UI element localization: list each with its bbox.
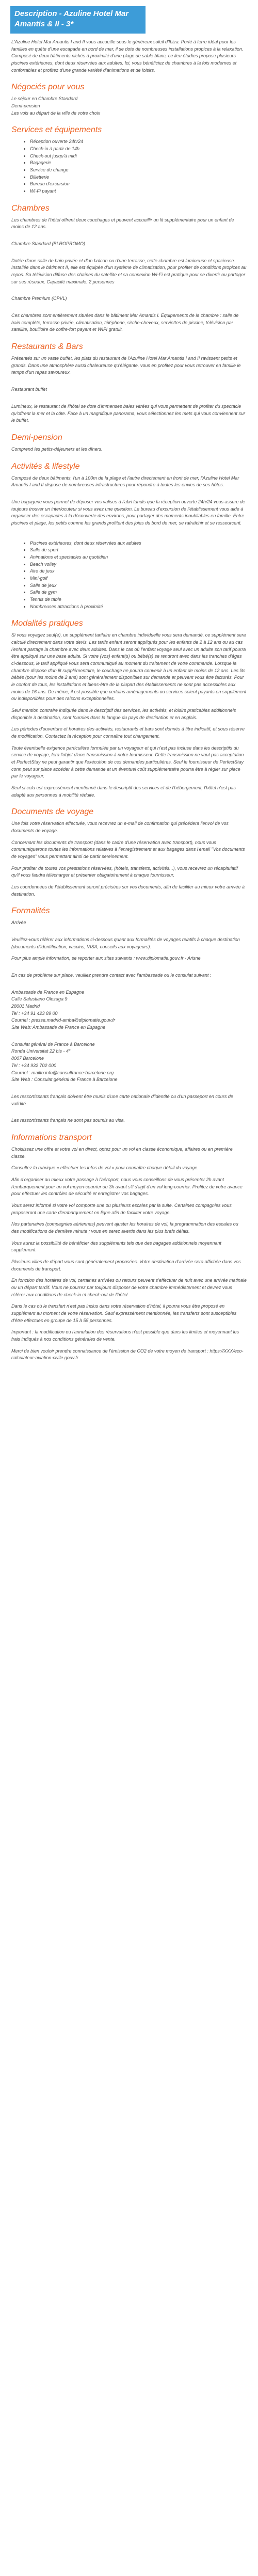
list-item: • Piscines extérieures, dont deux réservées aux adultes: [30, 540, 247, 547]
main-content: [0, 34, 258, 1362]
list-item: • Réception ouverte 24h/24: [30, 138, 247, 146]
chambres-paragraph: Dotée d'une salle de bain privée et d'un balcon ou d'une terrasse, cette chambre est lumineuse et spacieuse. Installée dans le bâtiment II, elle est équipée d'un système de climatisation, pour profiter de conditions propices au repos. Sa télévision diffuse des chaînes du satellite et sa connexion Wi-Fi est pratique pour se divertir ou partager sur ses réseaux. Capacité maximale: 2 personnes: [11, 258, 247, 284]
informations-paragraph: Afin d'organiser au mieux votre passage à l'aéroport, nous vous conseillons de vous présenter 2h avant l'embarquement pour un vol moyen-courrier ou 3h avant s'il s'agit d'un vol long-courrier. Profitez de votre avance pour effectuer les contrôles de sécurité et enregistrer vos bagages.: [11, 1176, 243, 1197]
co2-link[interactable]: Merci de bien vouloir prendre connaissance de l'émission de CO2 de votre moyen de transport : https://XXX/eco-calculateur-aviation-civile.gouv.fr: [11, 1348, 244, 1361]
list-item: • Aire de jeux: [30, 568, 247, 575]
section-title-chambres: Chambres: [11, 203, 50, 213]
modalites-paragraph: Toute éventuelle exigence particulière formulée par un voyageur et qui n'est pas incluse dans les descriptifs du service de voyage, fera l'objet d'une transmission à notre fournisseur. Cette transmission ne vaut pas acceptation et PerfectStay ne peut garantir que l'exécution de ces demandes particulières. Seul le fournisseur de PerfectStay conn peut sur place accéder à cette demande et un éventuel coût supplémentaire pourra être à régler sur place par le voyageur.: [11, 745, 244, 779]
formalites-paragraph: En cas de problème sur place, veuillez prendre contact avec l'ambassade ou le consulat suivant :: [11, 973, 212, 978]
consulate-address: Consulat général de France à Barcelone Ronda Universitat 22 bis - 4° 8007 Barcelone Tel : +34 932 702 000 Courriel : mailto:info@consulfrance-barcelone.org Site Web : Consulat général de France à Barcelone: [11, 1041, 118, 1083]
embassy-address: Ambassade de France en Espagne Calle Salustiano Olozaga 9 28001 Madrid Tel : +34 91 423 89 00 Courriel : presse.madrid-amba@diplomatie.gouv.fr Site Web: Ambassade de France en Espagne: [11, 989, 116, 1030]
list-item: • Animations et spectacles au quotidien: [30, 554, 247, 561]
formalites-paragraph: Les ressortissants français doivent être munis d'une carte nationale d'identité ou d'un passeport en cours de validité.: [11, 1093, 233, 1106]
modalites-paragraph: Si vous voyagez seul(e), un supplément tarifaire en chambre individuelle vous sera demandé, ce supplément sera calculé directement dans votre devis. Les tarifs enfant seront appliqués pour les enfants de 2 à 12 ans ou au cas l'enfant partage la chambre avec deux adultes. Dans le cas où l'enfant voyage seul avec un adulte son tarif pourra être appliqué sur une base adulte. Si votre (vos) enfant(s) ou bébé(s) se rendront avec dans les tranches d'âges ci-dessous, le tarif appliqué vous sera communiqué au moment du traitement de votre commande. Lorsque la chambre dispose d'un lit supplémentaire, le couchage ne pourra convenir à un enfant de moins de 12 ans. Les lits bébés (pour les moins de 2 ans) sont généralement disponibles sur demande et peuvent vous être facturés. Pour le confort de tous, les installations et biens-être de la plupart des établissements ne sont pas accessibles aux moins de 16 ans. De même, il est possible que certains aménagements ou services soient payants en supplément ou indisponibles pour des raisons exceptionnelles.: [11, 632, 247, 702]
documents-paragraph: Les coordonnées de l'établissement seront précisées sur vos documents, afin de faciliter au mieux votre arrivée à destination.: [11, 884, 245, 897]
activites-list: [11, 540, 247, 611]
documents-paragraph: Pour profiter de toutes vos prestations réservées, (hôtels, transferts, activités...), vous recevrez un récapitulatif qu'il vous faudra télécharger et présenter obligatoirement à chaque fournisseur.: [11, 865, 238, 878]
list-item: • Beach volley: [30, 561, 247, 568]
restaurants-paragraph: Restaurant buffet: [11, 387, 47, 392]
modalites-paragraph: Seul mention contraire indiquée dans le descriptif des services, les activités, et loisirs praticables additionnels disponible à destination, sont fournies dans la langue du pays de destination et en anglais.: [11, 707, 236, 720]
list-item: • Salle de gym: [30, 589, 247, 596]
negocies-line: Les vols au départ de la ville de votre choix: [11, 110, 101, 116]
intro-paragraph: L'Azuline Hotel Mar Amantis I and II vous accueille sous le généreux soleil d'Ibiza. Porté à terre idéal pour les familles en quête d'une escapade en bord de mer, il se dote de nombreuses installations propices à la relaxation. Composé de deux bâtiments nichés à proximité d'une plage de sable blanc, ce lieu étudies propose plusieurs piscines extérieures, dont deux réservées aux adultes. Ici, vous bénéficiez de chambres à la fois modernes et confortables et profitez d'une grande variété d'animations et de loisirs.: [11, 39, 244, 73]
formalites-paragraph: Pour plus ample information, se reporter aux sites suivants : www.diplomatie.gouv.fr - Arisne: [11, 956, 201, 961]
page-title: Description - Azuline Hotel Mar Amantis & II - 3*: [10, 6, 146, 34]
section-title-services: Services et équipements: [11, 125, 102, 135]
list-item: • Salle de sport: [30, 547, 247, 554]
informations-paragraph: En fonction des horaires de vol, certaines arrivées ou retours peuvent s'effectuer de nuit avec une arrivée matinale ou un départ tardif. Vous ne pourrez par toujours disposer de votre chambre immédiatement et devrez vous référer aux conditions de check-in et check-out de l'hôtel.: [11, 1278, 247, 1297]
section-title-activites: Activités & lifestyle: [11, 462, 80, 471]
restaurants-paragraph: Présentés sur un vaste buffet, les plats du restaurant de l'Azuline Hotel Mar Amantis I and II ravissent petits et grands. Dans une atmosphère aussi chaleureuse qu'élégante, vous en profitez pour vous retrouver en famille le temps d'un repas savoureux.: [11, 356, 241, 375]
chambres-paragraph: Chambre Standard (BLROPROMO): [11, 241, 86, 247]
section-title-restaurants: Restaurants & Bars: [11, 342, 83, 352]
restaurants-paragraph: Lumineux, le restaurant de l'hôtel se dote d'immenses baies vitrées qui vous permettent de profiter du spectacle qu'offrent la mer et la côte. Face à un magnifique panorama, vous sélectionnez les mets qui vous conviennent sur le buffet.: [11, 403, 245, 423]
activites-paragraph: Une bagagerie vous permet de déposer vos valises à l'abri tandis que la réception ouverte 24h/24 vous assure de toujours trouver un interlocuteur si vous avez une question. Le bureau d'excursion de l'établissement vous aide à organiser des escapades à la découverte des environs, pour partager des moments inoubliables en famille. Entre piscines et plage, les petits comme les grands profitent des joies du bord de mer, se rafraîchir et se ressourcent.: [11, 499, 245, 526]
modalites-paragraph: Les périodes d'ouverture et horaires des activités, restaurants et bars sont donnés à titre indicatif, et sous réserve de modification. Contactez la réception pour connaître tout changement.: [11, 726, 245, 739]
section-title-formalites: Formalités: [11, 907, 50, 916]
negocies-line: Demi-pension: [11, 103, 40, 109]
negocies-line: Le séjour en Chambre Standard: [11, 96, 78, 102]
chambres-paragraph: Ces chambres sont entièrement situées dans le bâtiment Mar Amantis I. Équipements de la chambre : salle de bain complète, terrasse privée, climatisation, téléphone, sèche-cheveux, serviettes de piscine, télévision par satellite, bouilloire de coffre-fort payant et WIFI gratuit.: [11, 313, 239, 332]
formalites-subtitle: Arrivée: [11, 920, 26, 926]
demipension-paragraph: Comprend les petits-déjeuners et les dîners.: [11, 446, 103, 452]
list-item: • Bureau d'excursion: [30, 181, 247, 188]
informations-paragraph: Plusieurs villes de départ vous sont généralement proposées. Votre destination d'arrivée sera affichée dans vos documents de transport.: [11, 1259, 241, 1271]
informations-paragraph: Consultez la rubrique « effectuer les infos de vol » pour connaître chaque détail du voyage.: [11, 1165, 199, 1171]
documents-paragraph: Une fois votre réservation effectuée, vous recevrez un e-mail de confirmation qui précédera l'envoi de vos documents de voyage.: [11, 821, 229, 834]
formalites-paragraph: Veuillez-vous référer aux informations ci-dessous quant aux formalités de voyages relatifs à chaque destination (documents d'identification, vaccins, VISA, conseils aux voyageurs).: [11, 937, 240, 949]
list-item: • Salle de jeux: [30, 582, 247, 590]
list-item: • Check-in à partir de 14h: [30, 146, 247, 153]
chambres-paragraph: Les chambres de l'hôtel offrent deux couchages et peuvent accueillir un lit supplémentaire pour un enfant de moins de 12 ans.: [11, 217, 234, 230]
informations-paragraph: Dans le cas où le transfert n'est pas inclus dans votre réservation d'hôtel, il pourra vous être proposé en supplément au moment de votre réservation. Sauf expressément mentionnée, les transferts sont susceptibles d'être effectués en groupe de 15 à 55 personnes.: [11, 1303, 237, 1323]
list-item: • Bagagerie: [30, 160, 247, 167]
informations-paragraph: Vous serez informé si votre vol comporte une ou plusieurs escales par la suite. Certaines compagnies vous proposeront une carte d'embarquement en ligne afin de faciliter votre voyage.: [11, 1202, 232, 1215]
activites-paragraph: Composé de deux bâtiments, l'un à 100m de la plage et l'autre directement en front de mer, l'Azuline Hotel Mar Amantis I and II dispose de nombreuses infrastructures pour répondre à toutes les envies de ses hôtes.: [11, 475, 239, 488]
list-item: • Check-out jusqu'à midi: [30, 153, 247, 160]
section-title-documents: Documents de voyage: [11, 807, 94, 817]
section-title-modalites: Modalités pratiques: [11, 619, 83, 628]
formalites-paragraph: Les ressortissants français ne sont pas soumis au visa.: [11, 1118, 125, 1123]
section-title-informations: Informations transport: [11, 1133, 92, 1142]
list-item: • Service de change: [30, 167, 247, 174]
informations-paragraph: Choisissez une offre et votre vol en direct, optez pour un vol en classe économique, affaires ou en première classe.: [11, 1146, 233, 1159]
section-title-demipension: Demi-pension: [11, 433, 62, 442]
list-item: • Nombreuses attractions à proximité: [30, 603, 247, 611]
list-item: • Billetterie: [30, 174, 247, 181]
list-item: • Wi-Fi payant: [30, 188, 247, 195]
informations-paragraph: Important : la modification ou l'annulation des réservations n'est possible que dans les limites et moyennant les frais indiqués à nos conditions générales de vente.: [11, 1329, 239, 1342]
chambres-paragraph: Chambre Premium (CPVL): [11, 296, 67, 301]
list-item: • Mini-golf: [30, 575, 247, 582]
documents-paragraph: Concernant les documents de transport (dans le cadre d'une réservation avec transport), nous vous communiquerons toutes les informations relatives à l'enregistrement et aux bagages dans l'email "Vos documents de voyages" vous permettant ainsi de partir sereinement.: [11, 839, 245, 860]
services-list: [11, 138, 247, 195]
informations-paragraph: Nos partenaires (compagnies aériennes) peuvent ajuster les horaires de vol, la programmation des escales ou des modifications de dernière minute ; vous en serez avertis dans les plus brefs délais.: [11, 1221, 238, 1234]
list-item: • Tennis de table: [30, 596, 247, 603]
section-title-negocies: Négociés pour vous: [11, 83, 85, 92]
modalites-paragraph: Seul si cela est expressément mentionné dans le descriptif des services et de l'hébergement, l'hôtel n'est pas adapté aux personnes à mobilité réduite.: [11, 785, 236, 798]
informations-paragraph: Vous aurez la possibilité de bénéficier des suppléments tels que des bagages additionnels moyennant supplément.: [11, 1240, 221, 1253]
